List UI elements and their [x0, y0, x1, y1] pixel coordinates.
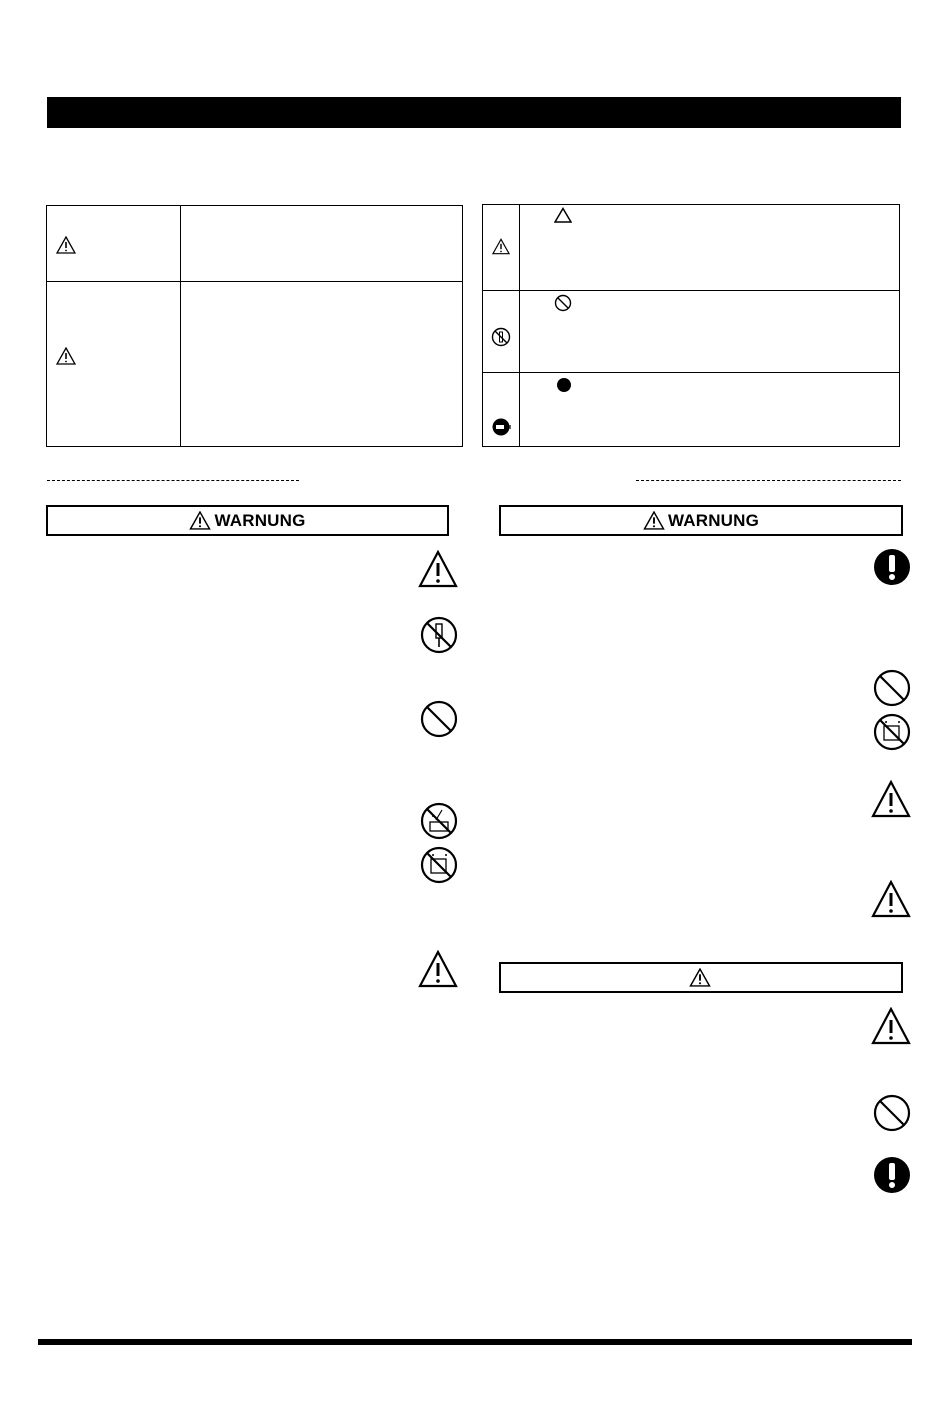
warning-triangle-icon: [418, 550, 458, 588]
warning-banner-right: [499, 505, 903, 536]
no-disassemble-icon: [420, 616, 458, 654]
legend-table-right-row-divider: [482, 290, 900, 291]
dashed-separator-left: [47, 480, 299, 481]
warning-triangle-icon: [189, 511, 211, 530]
warning-triangle-icon: [871, 1007, 911, 1045]
filled-dot-icon: [556, 377, 572, 393]
mandatory-exclamation-icon: [872, 1155, 912, 1195]
prohibition-icon: [873, 1094, 911, 1132]
no-drop-icon: [873, 713, 911, 751]
warning-banner-label: WARNUNG: [214, 510, 306, 530]
warning-triangle-icon: [418, 950, 458, 988]
prohibition-icon: [420, 700, 458, 738]
prohibition-circle-icon: [554, 294, 572, 312]
footer-bar: [38, 1339, 912, 1345]
warning-triangle-icon: [56, 236, 76, 254]
warning-banner-label: WARNUNG: [667, 510, 760, 530]
legend-table-left-row-divider: [46, 281, 463, 282]
warning-triangle-icon: [56, 347, 76, 365]
warning-triangle-icon: [689, 968, 711, 987]
no-water-icon: [420, 802, 458, 840]
caution-banner: [499, 962, 903, 993]
no-disassemble-icon: [491, 327, 511, 347]
warning-triangle-icon: [643, 511, 665, 530]
warning-triangle-icon: [492, 238, 510, 255]
prohibition-icon: [873, 669, 911, 707]
legend-table-right-row-divider: [482, 372, 900, 373]
legend-table-left-divider: [180, 205, 181, 447]
legend-table-right: [482, 204, 900, 447]
warning-triangle-icon: [871, 880, 911, 918]
outline-triangle-icon: [554, 207, 572, 223]
mandatory-exclamation-icon: [872, 547, 912, 587]
header-bar: [47, 97, 901, 128]
warning-banner-left: [46, 505, 449, 536]
legend-table-left: [46, 205, 463, 447]
no-drop-icon: [420, 846, 458, 884]
unplug-icon: [491, 417, 513, 437]
dashed-separator-right: [636, 480, 901, 481]
warning-triangle-icon: [871, 780, 911, 818]
legend-table-right-divider: [519, 204, 520, 447]
